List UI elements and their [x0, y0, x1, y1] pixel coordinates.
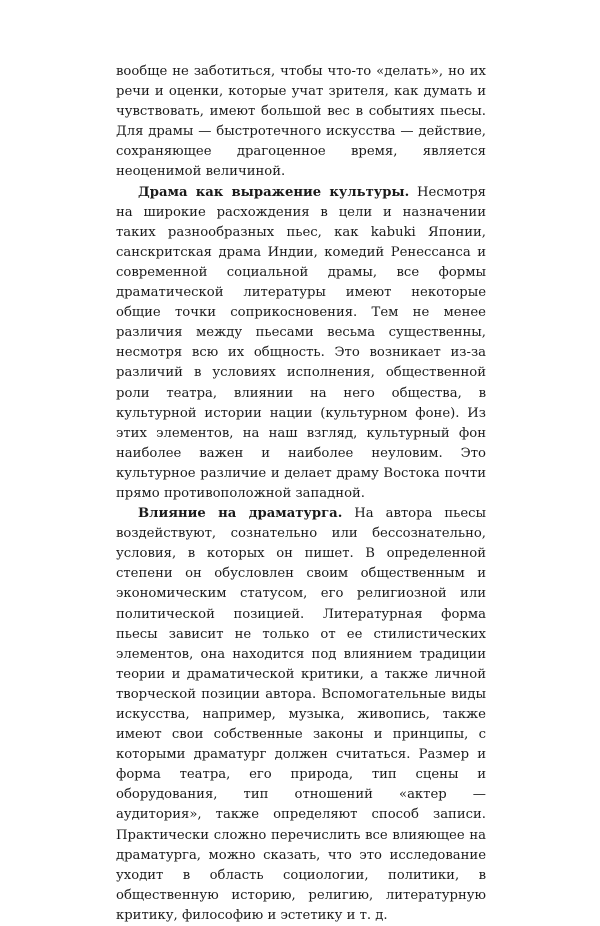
document-page — [116, 62, 486, 926]
paragraph-text: вообще не заботиться, чтобы что-то «делать», но их речи и оценки, которые учат зрителя, как думать и чувствовать, имеют большой вес в событиях пьесы. Для драмы — быстротечного искусства — действие, сохраняющее драгоценное время, является неоценимой величиной. — [116, 64, 486, 180]
paragraph-text: Несмотря на широкие расхождения в цели и назначении таких разнообразных пьес, как kabuki Японии, санскритская драма Индии, комедий Ренессанса и современной социальной драмы, все формы драматической литературы имеют некоторые общие точки соприкосновения. Тем не менее различия между пьесами весьма существенны, несмотря всю их общность. Это возникает из-за различий в условиях исполнения, общественной роли театра, влиянии на него общества, в культурной истории нации (культурном фоне). Из этих элементов, на наш взгляд, культурный фон наиболее важен и наиболее неуловим. Это культурное различие и делает драму Востока почти прямо противоположной западной. — [116, 184, 486, 501]
paragraph-continuation — [116, 62, 486, 183]
paragraph-text: На автора пьесы воздействуют, сознательно или бессознательно, условия, в которых он пишет. В определенной степени он обусловлен своим общественным и экономическим статусом, его религиозной или политической позицией. Литературная форма пьесы зависит не только от ее стилистических элементов, она находится под влиянием традиции теории и драматической критики, а также личной творческой позиции автора. Вспомогательные виды искусства, например, музыка, живопись, также имеют свои собственные законы и принципы, с которыми драматург должен считаться. Размер и форма театра, его природа, тип сцены и оборудования, тип отношений «актер — аудитория», также определяют способ записи. Практически сложно перечислить все влияющее на драматурга, можно сказать, что это исследование уходит в область социологии, политики, в общественную историю, религию, литературную критику, философию и эстетику и т. д. — [116, 506, 487, 923]
paragraph-influence-playwright — [116, 504, 486, 926]
paragraph-heading: Драма как выражение культуры. — [138, 184, 410, 200]
paragraph-heading: Влияние на драматурга. — [138, 506, 343, 522]
paragraph-drama-culture — [116, 183, 486, 505]
